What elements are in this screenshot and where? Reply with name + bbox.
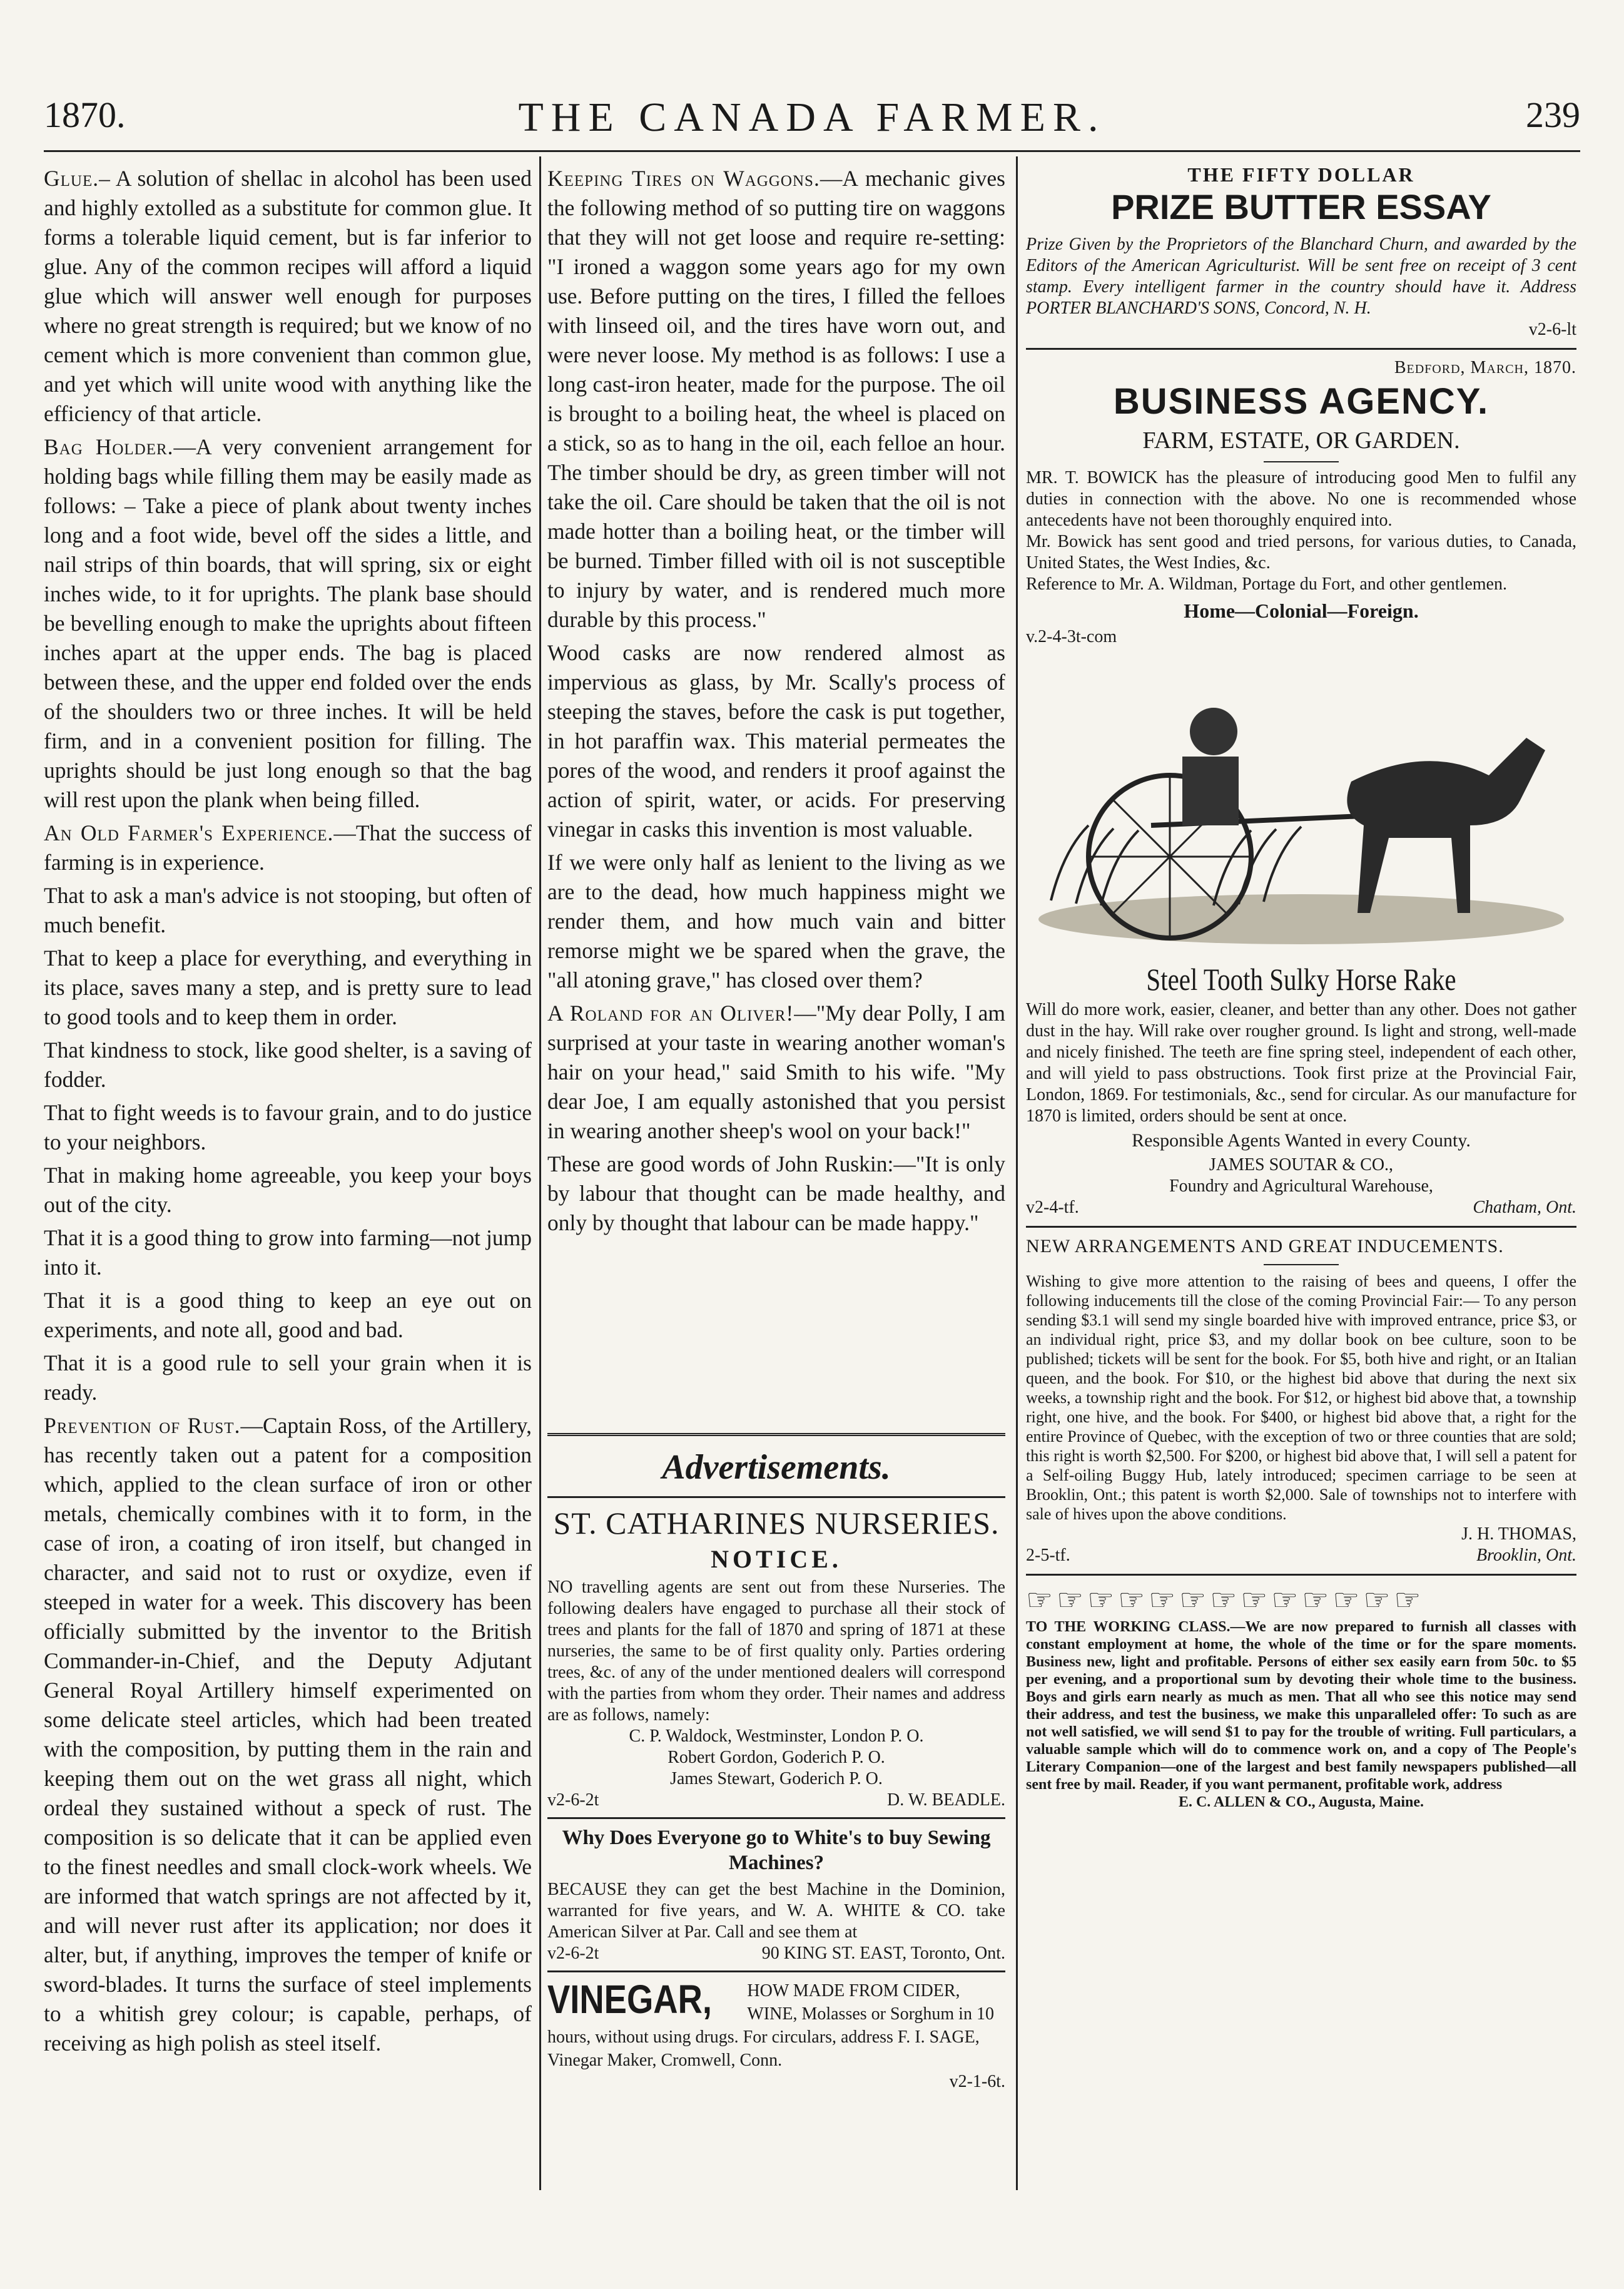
nurseries-code: v2-6-2t <box>547 1790 599 1810</box>
working-signature: E. C. ALLEN & CO., Augusta, Maine. <box>1178 1794 1424 1810</box>
ad-rule <box>547 1970 1005 1972</box>
vinegar-code: v2-1-6t. <box>949 2072 1005 2091</box>
butter-body: Prize Given by the Proprietors of the Blanchard Churn, and awarded by the Editors of the American Agriculturist. Will be sent free on receipt of 3 cent stamp. Every intelligent farmer in the country should have it. Address PORTER BLANCHARD'S SONS, Concord, N. H. <box>1026 235 1576 318</box>
nurseries-title: ST. CATHARINES NURSERIES. <box>553 1506 1000 1541</box>
year: 1870. <box>44 94 126 135</box>
ad-rule <box>1026 348 1576 350</box>
agency-code: v.2-4-3t-com <box>1026 627 1117 646</box>
column-divider-2 <box>1016 156 1018 2190</box>
column-3 <box>1026 164 1576 1811</box>
bees-code: 2-5-tf. <box>1026 1546 1070 1565</box>
page-number: 239 <box>1526 94 1580 135</box>
butter-code: v2-6-lt <box>1528 320 1576 339</box>
rake-firm: JAMES SOUTAR & CO., <box>1209 1155 1394 1175</box>
article-ruskin: These are good words of John Ruskin:—"It is only by labour that thought can be made healthy, and only by thought that labour can be made happy." <box>547 1151 1005 1235</box>
nurseries-dealer: Robert Gordon, Goderich P. O. <box>667 1748 885 1767</box>
pointing-hands-icon: ☞☞☞☞☞☞☞☞☞☞☞☞☞ <box>1026 1584 1425 1617</box>
column-2 <box>547 164 1005 1241</box>
article-glue: Glue.– A solution of shellac in alcohol has been used and highly extolled as a substitute for common glue. It forms a tolerable liquid cement, but is far inferior to glue. Any of the common recipes will afford a liquid glue which will answer well enough for purposes where no great strength is required; but we know of no cement which is more convenient than common glue, and yet which will unite wood with anything like the efficiency of that article. <box>44 166 532 426</box>
nurseries-dealer: C. P. Waldock, Westminster, London P. O. <box>629 1726 924 1746</box>
masthead <box>44 94 1580 144</box>
ads-rule <box>547 1433 1005 1436</box>
bees-title: NEW ARRANGEMENTS AND GREAT INDUCEMENTS. <box>1026 1236 1504 1257</box>
maxim: That kindness to stock, like good shelter, is a saving of fodder. <box>44 1037 532 1092</box>
agency-rule <box>1264 461 1339 462</box>
article-old-farmer: An Old Farmer's Experience.—That the success of farming is in experience. <box>44 820 532 875</box>
article-tires: Keeping Tires on Waggons.—A mechanic gives the following method of so putting tire on waggons that they will not get loose and require re-setting: "I ironed a waggon some years ago for my own use. Before putting on the tires, I filled the felloes with linseed oil, and the tires have worn out, and were never loose. My method is as follows: I use a long cast-iron heater, made for the purpose. The oil is brought to a boiling heat, the wheel is placed on a stick, so as to hang in the oil, each felloe an hour. The timber should be dry, as green timber will not take the oil. Care should be taken that the oil is not made hotter than a boiling heat, or the timber will be burned. Timber filled with oil is not susceptible to injury by water, and is rendered much more durable by this process." <box>547 166 1005 632</box>
ad-nurseries <box>547 1504 1005 1811</box>
rake-title: Steel Tooth Sulky Horse Rake <box>1146 962 1456 997</box>
agency-sub: FARM, ESTATE, OR GARDEN. <box>1142 427 1460 454</box>
agency-title: BUSINESS AGENCY. <box>1113 381 1490 422</box>
ad-horse-rake <box>1026 959 1576 1218</box>
maxim: That to keep a place for everything, and everything in its place, saves many a step, and is pretty sure to lead to good tools and to keep them in order. <box>44 946 532 1029</box>
newspaper-title: THE CANADA FARMER. <box>518 94 1106 140</box>
working-body: TO THE WORKING CLASS.—We are now prepared to furnish all classes with constant employment at home, the whole of the time or for the spare moments. Business new, light and profitable. Persons of either sex easily earn from 50c. to $5 per evening, and a proportional sum by devoting their whole time to the business. Boys and girls earn nearly as much as men. That all who see this notice may send their address, and test the business, we make this unparalleled offer: To such as are not well satisfied, we will send $1 to pay for the trouble of writing. Full particulars, a valuable sample which will do to commence work on, and a copy of The People's Literary Companion—one of the largest and best family newspapers published—all sent free by mail. Reader, if you want permanent, profitable work, address <box>1026 1619 1576 1793</box>
vinegar-word: VINEGAR, <box>547 1977 712 2022</box>
agency-body2: Mr. Bowick has sent good and tried persons, for various duties, to Canada, United States, the West Indies, &c. <box>1026 532 1576 573</box>
bees-body: Wishing to give more attention to the raising of bees and queens, I offer the following inducements till the close of the coming Provincial Fair:— To any person sending $3.1 will send my single boarded hive with improved entrance, price $3, or an individual right, price $3, and my dollar book on bee culture, soon to be published; tickets will be sent for the book. For $5, both hive and right, or an Italian queen, and the book. For $10, or the highest bid above that during the next six weeks, a township right and the book. For $12, or highest bid above that, a township right, one hive, and the book. For $400, or highest bid above that, a right for the entire Province of Quebec, with the exception of two or three counties that are sold; this right is worth $2,500. For $200, or highest bid above that, I will sell a patent for a Self-oiling Buggy Hub, lately introduced; specimen carriage to be seen at Brooklin, Ont.; this patent is worth $2,000. Sale of townships not to interfere with sale of hives upon the above conditions. <box>1026 1272 1576 1523</box>
nurseries-notice: NOTICE. <box>711 1545 842 1573</box>
ad-business-agency <box>1026 357 1576 648</box>
maxim: That it is a good rule to sell your grain when it is ready. <box>44 1350 532 1405</box>
ads-rule-2 <box>547 1496 1005 1498</box>
agency-motto: Home—Colonial—Foreign. <box>1184 599 1419 622</box>
rake-firm2: Foundry and Agricultural Warehouse, <box>1169 1176 1433 1196</box>
ad-bees <box>1026 1235 1576 1566</box>
rake-place: Chatham, Ont. <box>1473 1198 1576 1217</box>
rake-body: Will do more work, easier, cleaner, and better than any other. Does not gather dust in the hay. Will rake over rougher ground. Is light and strong, well-made and nicely finished. The teeth are fine spring steel, independent of each other, and will yield to pass obstructions. Took first prize at the Provincial Fair, London, 1869. For testimonials, &c., send for circular. As our manufacture for 1870 is limited, orders should be sent at once. <box>1026 1000 1576 1126</box>
article-casks: Wood casks are now rendered almost as impervious as glass, by Mr. Scally's process of steeping the staves, before the cask is put together, in hot paraffin wax. This material permeates the pores of the wood, and renders it proof against the action of spirit, water, or acids. For preserving vinegar in casks this invention is most valuable. <box>547 640 1005 842</box>
rake-code: v2-4-tf. <box>1026 1198 1079 1217</box>
nurseries-body: NO travelling agents are sent out from these Nurseries. The following dealers have engaged to purchase all their stock of trees and plants for the fall of 1870 and spring of 1871 at these nurseries, the same to be of first quality only. Parties ordering trees, &c. of any of the under mentioned dealers will correspond with the parties from whom they order. Their names and address are as follows, namely: <box>547 1578 1005 1725</box>
ad-vinegar <box>547 1979 1005 2093</box>
agency-body3: Reference to Mr. A. Wildman, Portage du Fort, and other gentlemen. <box>1026 574 1507 594</box>
sewing-body: BECAUSE they can get the best Machine in the Dominion, warranted for five years, and W. A. WHITE & CO. take American Silver at Par. Call and see them at <box>547 1880 1005 1942</box>
bees-signature: J. H. THOMAS, <box>1461 1524 1576 1544</box>
sewing-title: Why Does Everyone go to White's to buy Sewing Machines? <box>562 1827 991 1874</box>
butter-title: PRIZE BUTTER ESSAY <box>1111 187 1491 227</box>
header-rule <box>44 150 1580 152</box>
butter-pre: THE FIFTY DOLLAR <box>1187 163 1415 186</box>
ad-working-class <box>1026 1583 1576 1811</box>
bees-place: Brooklin, Ont. <box>1476 1546 1576 1565</box>
maxim: That to ask a man's advice is not stooping, but often of much benefit. <box>44 883 532 937</box>
article-bag-holder: Bag Holder.—A very convenient arrangement for holding bags while filling them may be easily made as follows: – Take a piece of plank about twenty inches long and a foot wide, bevel off the sides a little, and nail strips of thin boards, that will spring, six or eight inches wide, to it for uprights. The plank base should be bevelling enough to make the uprights about fifteen inches apart at the upper ends. The bag is placed between these, and the upper end folded over the ends of the shoulders two or three inches. It will be held firm, and in a convenient position for filling. The uprights should be just long enough so that the bag will rest upon the plank when being filled. <box>44 434 532 812</box>
horse-rake-illustration <box>1026 656 1576 951</box>
ads-section <box>547 1433 1005 2093</box>
nurseries-dealer: James Stewart, Goderich P. O. <box>670 1769 883 1788</box>
ad-rule <box>547 1817 1005 1819</box>
maxim: That in making home agreeable, you keep your boys out of the city. <box>44 1163 532 1217</box>
ad-rule <box>1026 1226 1576 1228</box>
ad-rule <box>1026 1574 1576 1576</box>
sewing-address: 90 KING ST. EAST, Toronto, Ont. <box>761 1944 1005 1963</box>
nurseries-signature: D. W. BEADLE. <box>887 1790 1005 1810</box>
rake-agents: Responsible Agents Wanted in every County. <box>1132 1130 1471 1151</box>
maxim: That it is a good thing to keep an eye out on experiments, and note all, good and bad. <box>44 1288 532 1342</box>
ads-title: Advertisements. <box>662 1448 891 1487</box>
sewing-code: v2-6-2t <box>547 1944 599 1963</box>
ad-sewing <box>547 1825 1005 1964</box>
agency-body1: MR. T. BOWICK has the pleasure of introducing good Men to fulfil any duties in connection with the above. No one is recommended whose antecedents have not been thoroughly enquired into. <box>1026 468 1576 530</box>
article-rust: Prevention of Rust.—Captain Ross, of the Artillery, has recently taken out a patent for a composition which, applied to the clean surface of iron or other metals, chemically combines with it to form, in the case of iron, a coating of iron itself, but changed in character, and said not to rust or oxydize, even if steeped in water for a week. This discovery has been officially submitted by the inventor to the British Commander-in-Chief, and the Deputy Adjutant General Royal Artillery himself experimented on some delicate steel articles, which had been treated with the composition, by putting them in the rain and keeping them out on the wet grass all night, which ordeal they sustained without a speck of rust. The composition is so delicate that it can be applied even to the finest needles and small clock-work wheels. We are informed that watch springs are not affected by it, and will never rust after its application; nor does it alter, but, if anything, improves the temper of knife or sword-blades. It turns the surface of steel implements to a whitish grey colour; is capable, perhaps, of receiving as high polish as steel itself. <box>44 1413 532 2056</box>
article-lenient: If we were only half as lenient to the living as we are to the dead, how much happiness might we render them, and how much vain and bitter remorse might we be spared when the grave, the "all atoning grave," has closed over them? <box>547 850 1005 992</box>
column-divider-1 <box>539 156 541 2190</box>
bees-rule <box>1264 1264 1339 1265</box>
maxim: That to fight weeds is to favour grain, and to do justice to your neighbors. <box>44 1100 532 1155</box>
agency-dateline: Bedford, March, 1870. <box>1394 358 1576 377</box>
maxim: That it is a good thing to grow into farming—not jump into it. <box>44 1225 532 1280</box>
ad-butter-essay <box>1026 164 1576 340</box>
vinegar-body: HOW MADE FROM CIDER, WINE, Molasses or Sorghum in 10 hours, without using drugs. For circulars, address F. I. SAGE, Vinegar Maker, Cromwell, Conn. <box>547 1981 994 2070</box>
column-1 <box>44 164 532 2062</box>
article-roland: A Roland for an Oliver!—"My dear Polly, I am surprised at your taste in wearing another woman's hair on your head," said Smith to his wife. "My dear Joe, I am equally astonished that you persist in wearing another sheep's wool on your back!" <box>547 1001 1006 1143</box>
